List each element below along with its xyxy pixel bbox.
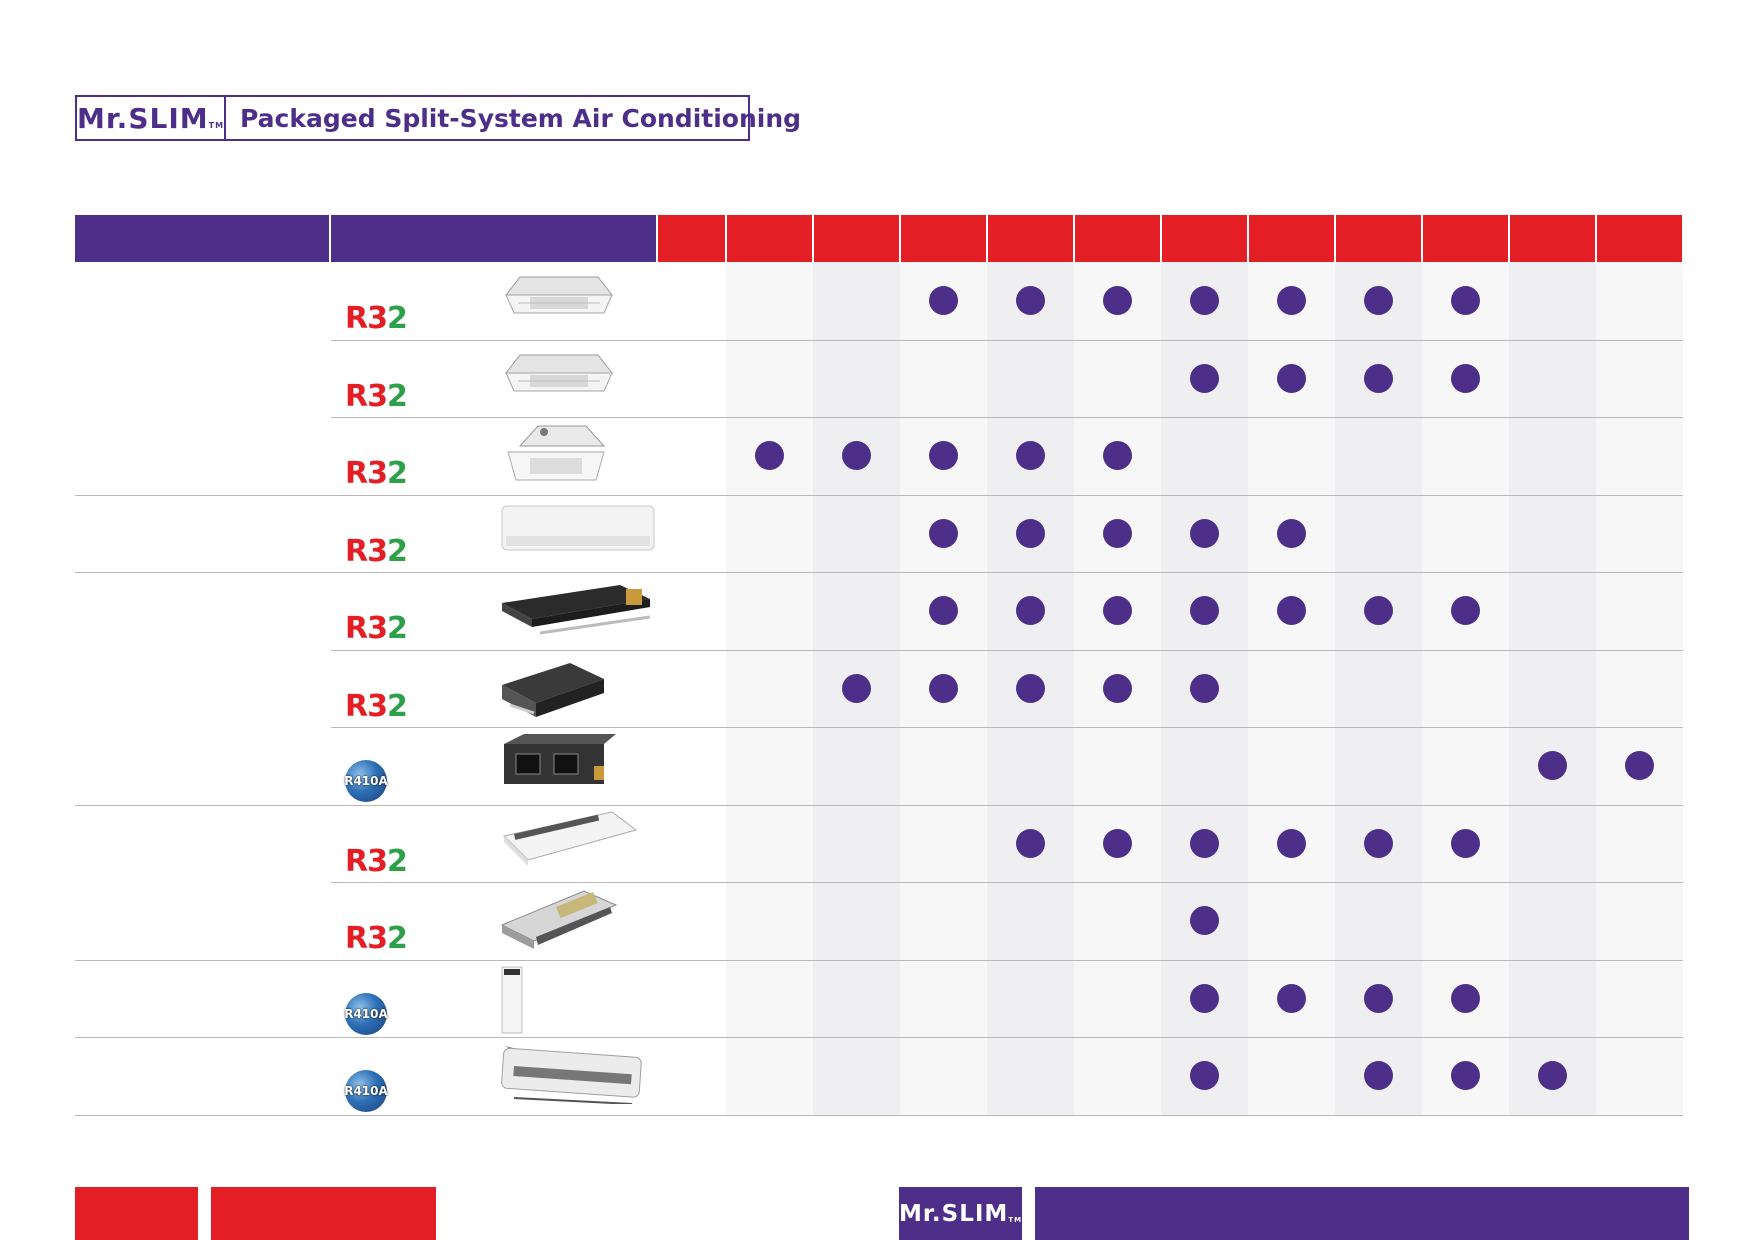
r32-glyph: 2 [386, 688, 407, 724]
availability-dot [1103, 441, 1132, 470]
r32-glyph: 3 [367, 456, 387, 491]
brand-logo [77, 97, 226, 139]
row-divider [75, 805, 1683, 806]
availability-dot [1277, 519, 1306, 548]
availability-dot [1625, 751, 1654, 780]
availability-dot [929, 674, 958, 703]
high-static-ducted-icon [500, 732, 616, 795]
air-curtain-icon [500, 1042, 646, 1109]
r32-glyph: R [345, 456, 368, 491]
r32-glyph: R [345, 688, 368, 724]
availability-dot [1451, 596, 1480, 625]
header-cell-capacity-7 [1249, 215, 1334, 262]
r32-glyph: R [345, 533, 368, 569]
footer-trademark: TM [1008, 1215, 1023, 1224]
r32-glyph: 3 [367, 378, 387, 414]
availability-dot [1451, 286, 1480, 315]
availability-dot [1103, 286, 1132, 315]
header-cell-capacity-3 [901, 215, 986, 262]
refrigerant-r32-badge [345, 456, 407, 491]
availability-dot [1364, 829, 1393, 858]
row-divider [331, 727, 1683, 728]
refrigerant-r410a-globe-icon [345, 1070, 387, 1112]
r32-glyph: 2 [386, 456, 407, 491]
floor-standing-icon [500, 965, 524, 1040]
r32-glyph: R [345, 843, 368, 879]
r32-glyph: 3 [367, 843, 387, 879]
r32-glyph: 2 [386, 611, 407, 646]
refrigerant-r32-badge [345, 843, 407, 879]
row-divider [75, 1115, 1683, 1116]
footer-brand-logo [899, 1187, 1022, 1240]
availability-dot [1190, 984, 1219, 1013]
availability-dot [1103, 519, 1132, 548]
r32-glyph: 3 [367, 533, 387, 569]
header-cell-capacity-6 [1162, 215, 1247, 262]
brand-trademark: TM [208, 120, 225, 130]
header-cell-capacity-10 [1510, 215, 1595, 262]
header-cell-capacity-11 [1597, 215, 1682, 262]
availability-dot [929, 286, 958, 315]
row-divider [331, 882, 1683, 883]
availability-dot [1190, 364, 1219, 393]
r32-glyph: 3 [367, 921, 387, 956]
r410a-label: R410A [344, 1084, 388, 1098]
footer-red-block [75, 1187, 198, 1240]
availability-dot [1538, 751, 1567, 780]
availability-dot [1277, 984, 1306, 1013]
r32-glyph: R [345, 921, 368, 956]
row-divider [331, 417, 1683, 418]
wall-mounted-icon [500, 500, 658, 559]
availability-dot [1190, 286, 1219, 315]
brand-logo-text: Mr.SLIM [77, 101, 209, 135]
availability-dot [1277, 829, 1306, 858]
availability-dot [842, 441, 871, 470]
refrigerant-r32-badge [345, 611, 407, 646]
header-cell-capacity-2 [814, 215, 899, 262]
availability-dot [1190, 596, 1219, 625]
header-cell-capacity-4 [988, 215, 1073, 262]
row-divider [75, 495, 1683, 496]
row-divider [331, 650, 1683, 651]
availability-dot [755, 441, 784, 470]
availability-dot [1016, 829, 1045, 858]
header-cell-capacity-label [658, 215, 725, 262]
r32-glyph: R [345, 378, 368, 414]
availability-dot [1103, 674, 1132, 703]
availability-dot [1016, 674, 1045, 703]
row-divider [75, 572, 1683, 573]
availability-dot [929, 441, 958, 470]
refrigerant-r410a-globe-icon [345, 993, 387, 1035]
availability-dot [1277, 286, 1306, 315]
r32-glyph: R [345, 301, 368, 336]
availability-dot [1538, 1061, 1567, 1090]
availability-dot [1103, 596, 1132, 625]
r32-glyph: R [345, 611, 368, 646]
row-divider [75, 1037, 1683, 1038]
availability-dot [1190, 519, 1219, 548]
availability-dot [1451, 984, 1480, 1013]
availability-dot [1277, 364, 1306, 393]
r32-glyph: 2 [386, 378, 407, 414]
header-cell-category [75, 215, 329, 262]
availability-dot [929, 519, 958, 548]
r410a-label: R410A [344, 774, 388, 788]
availability-dot [1190, 906, 1219, 935]
header-cell-capacity-9 [1423, 215, 1508, 262]
availability-dot [1103, 829, 1132, 858]
r32-glyph: 3 [367, 611, 387, 646]
refrigerant-r32-badge [345, 301, 407, 336]
r32-glyph: 2 [386, 921, 407, 956]
availability-dot [842, 674, 871, 703]
ceiling-suspended-icon [500, 810, 638, 875]
availability-dot [1016, 596, 1045, 625]
row-divider [75, 960, 1683, 961]
header-cell-capacity-5 [1075, 215, 1160, 262]
column-shade [1509, 262, 1596, 1115]
availability-dot [1364, 596, 1393, 625]
refrigerant-r32-badge [345, 921, 407, 956]
availability-dot [929, 596, 958, 625]
availability-dot [1451, 364, 1480, 393]
r32-glyph: 2 [386, 301, 407, 336]
slim-ducted-icon [500, 577, 658, 644]
availability-dot [1016, 519, 1045, 548]
availability-dot [1277, 596, 1306, 625]
footer-purple-bar [1035, 1187, 1689, 1240]
availability-dot [1190, 829, 1219, 858]
header-cell-capacity-8 [1336, 215, 1421, 262]
ducted-icon [500, 655, 610, 726]
refrigerant-r32-badge [345, 533, 407, 569]
compact-cassette-icon [500, 422, 612, 491]
availability-dot [1451, 829, 1480, 858]
row-divider [331, 340, 1683, 341]
r32-glyph: 2 [386, 533, 407, 569]
header-box [75, 95, 802, 141]
availability-dot [1451, 1061, 1480, 1090]
availability-dot [1364, 984, 1393, 1013]
availability-dot [1364, 364, 1393, 393]
availability-dot [1016, 441, 1045, 470]
r32-glyph: 2 [386, 843, 407, 879]
availability-dot [1016, 286, 1045, 315]
refrigerant-r32-badge [345, 688, 407, 724]
footer-brand-text: Mr.SLIM [898, 1200, 1009, 1227]
refrigerant-r32-badge [345, 378, 407, 414]
availability-dot [1190, 674, 1219, 703]
r410a-label: R410A [344, 1006, 388, 1021]
page-title: Packaged Split-System Air Conditioning [240, 103, 802, 133]
header-cell-capacity-1 [727, 215, 812, 262]
availability-dot [1190, 1061, 1219, 1090]
header-cell-model [331, 215, 656, 262]
availability-dot [1364, 1061, 1393, 1090]
r32-glyph: 3 [367, 301, 387, 336]
kitchen-ceiling-suspended-icon [500, 887, 618, 956]
footer-red-bar [211, 1187, 436, 1240]
availability-dot [1364, 286, 1393, 315]
ceiling-cassette-4way-icon [500, 345, 618, 410]
refrigerant-r410a-globe-icon [345, 760, 387, 802]
r32-glyph: 3 [367, 688, 387, 724]
ceiling-cassette-4way-icon [500, 267, 618, 332]
